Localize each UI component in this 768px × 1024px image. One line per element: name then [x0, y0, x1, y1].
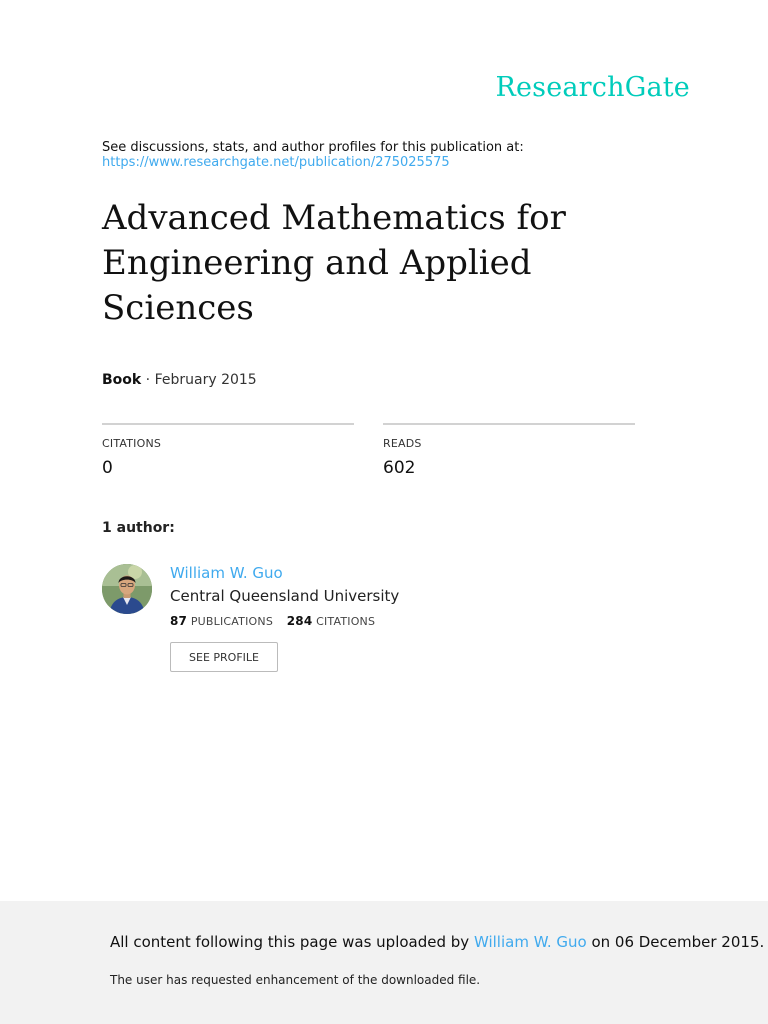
upload-prefix: All content following this page was uploaded by — [110, 933, 470, 951]
enhancement-note: The user has requested enhancement of the downloaded file. — [110, 973, 481, 987]
person-photo-icon — [102, 564, 152, 614]
citations-stat — [102, 423, 354, 478]
upload-suffix: on 06 December 2015. — [591, 933, 765, 951]
upload-notice — [110, 933, 764, 951]
publication-date: February 2015 — [154, 372, 257, 388]
footer-panel — [0, 901, 768, 1024]
meta-separator: · — [141, 372, 155, 388]
author-avatar[interactable] — [102, 564, 152, 614]
citations-label: CITATIONS — [102, 437, 162, 450]
author-citations-count: 284 — [286, 614, 313, 628]
author-institution: Central Queensland University — [170, 587, 400, 605]
author-citations-label: CITATIONS — [316, 615, 376, 628]
author-publications-count: 87 — [170, 614, 188, 628]
author-stats — [170, 614, 399, 628]
researchgate-logo[interactable]: ResearchGate — [495, 72, 690, 103]
publication-url-link[interactable]: https://www.researchgate.net/publication/275025575 — [102, 155, 450, 170]
reads-stat — [383, 423, 635, 478]
author-card — [170, 562, 399, 672]
intro-text: See discussions, stats, and author profiles for this publication at: — [102, 140, 524, 155]
citations-value: 0 — [102, 458, 113, 478]
uploader-link[interactable]: William W. Guo — [473, 933, 587, 951]
author-name-link[interactable]: William W. Guo — [170, 564, 283, 582]
publication-title: Advanced Mathematics for Engineering and Applied Sciences — [102, 198, 566, 328]
reads-label: READS — [383, 437, 422, 450]
author-count-heading: 1 author: — [102, 520, 175, 536]
publication-type: Book — [102, 372, 142, 388]
intro-section — [102, 140, 524, 170]
publication-meta — [102, 372, 257, 388]
see-profile-button[interactable]: SEE PROFILE — [170, 642, 278, 672]
reads-value: 602 — [383, 458, 416, 478]
author-publications-label: PUBLICATIONS — [190, 615, 274, 628]
